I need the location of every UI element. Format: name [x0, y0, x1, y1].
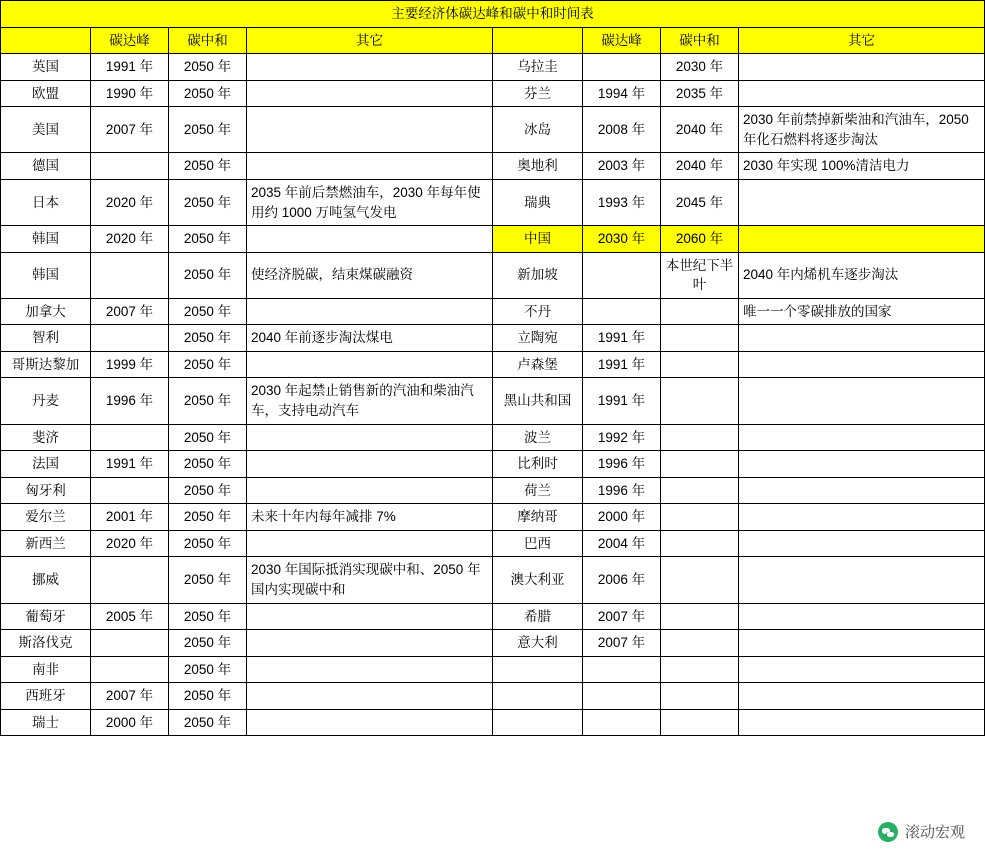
cell-right-country: 奥地利: [493, 153, 583, 180]
cell-right-other: [739, 656, 985, 683]
cell-right-country: 中国: [493, 226, 583, 253]
table-row: [1, 351, 985, 378]
cell-left-other: 2030 年起禁止销售新的汽油和柴油汽车，支持电动汽车: [247, 378, 493, 424]
wechat-icon: [878, 822, 898, 842]
cell-right-peak: 2003 年: [583, 153, 661, 180]
header-neutral-left: 碳中和: [169, 27, 247, 54]
header-country-left: [1, 27, 91, 54]
cell-left-other: 使经济脱碳，结束煤碳融资: [247, 252, 493, 298]
cell-left-neutral: 2050 年: [169, 378, 247, 424]
table-row: [1, 683, 985, 710]
cell-left-other: [247, 477, 493, 504]
cell-left-other: [247, 107, 493, 153]
cell-left-peak: 2007 年: [91, 298, 169, 325]
cell-left-other: [247, 80, 493, 107]
cell-left-other: [247, 630, 493, 657]
cell-right-country: 冰岛: [493, 107, 583, 153]
cell-left-other: 2035 年前后禁燃油车，2030 年每年使用约 1000 万吨氢气发电: [247, 179, 493, 225]
cell-right-peak: 2007 年: [583, 603, 661, 630]
cell-left-other: [247, 54, 493, 81]
cell-left-neutral: 2050 年: [169, 325, 247, 352]
watermark: [872, 818, 971, 845]
cell-right-other: [739, 54, 985, 81]
cell-right-neutral: [661, 530, 739, 557]
cell-left-country: 葡萄牙: [1, 603, 91, 630]
cell-left-peak: [91, 656, 169, 683]
cell-left-country: 加拿大: [1, 298, 91, 325]
cell-left-country: 南非: [1, 656, 91, 683]
cell-right-country: 波兰: [493, 424, 583, 451]
cell-left-country: 韩国: [1, 226, 91, 253]
cell-right-other: [739, 351, 985, 378]
cell-right-peak: 1994 年: [583, 80, 661, 107]
cell-right-neutral: [661, 504, 739, 531]
cell-right-peak: 2007 年: [583, 630, 661, 657]
cell-left-other: [247, 153, 493, 180]
cell-right-other: 唯一一个零碳排放的国家: [739, 298, 985, 325]
cell-right-other: [739, 477, 985, 504]
cell-right-other: [739, 424, 985, 451]
table-row: [1, 424, 985, 451]
cell-left-country: 斯洛伐克: [1, 630, 91, 657]
cell-right-country: 巴西: [493, 530, 583, 557]
cell-right-peak: 1992 年: [583, 424, 661, 451]
cell-right-neutral: 2030 年: [661, 54, 739, 81]
cell-left-peak: [91, 424, 169, 451]
cell-left-country: 瑞士: [1, 709, 91, 736]
cell-right-other: 2030 年前禁掉新柴油和汽油车，2050 年化石燃料将逐步淘汰: [739, 107, 985, 153]
cell-right-peak: 2030 年: [583, 226, 661, 253]
cell-right-neutral: 本世纪下半叶: [661, 252, 739, 298]
cell-left-peak: [91, 153, 169, 180]
cell-right-peak: 2000 年: [583, 504, 661, 531]
table-row: [1, 107, 985, 153]
table-row: [1, 709, 985, 736]
cell-right-country: 摩纳哥: [493, 504, 583, 531]
cell-right-neutral: [661, 477, 739, 504]
cell-left-peak: [91, 630, 169, 657]
cell-left-country: 匈牙利: [1, 477, 91, 504]
header-other-left: 其它: [247, 27, 493, 54]
cell-right-neutral: [661, 630, 739, 657]
table-row: [1, 451, 985, 478]
cell-right-other: [739, 630, 985, 657]
cell-right-neutral: 2060 年: [661, 226, 739, 253]
cell-left-peak: 2000 年: [91, 709, 169, 736]
cell-left-country: 哥斯达黎加: [1, 351, 91, 378]
cell-left-neutral: 2050 年: [169, 107, 247, 153]
cell-left-neutral: 2050 年: [169, 603, 247, 630]
table-row: [1, 179, 985, 225]
cell-right-other: [739, 179, 985, 225]
cell-left-neutral: 2050 年: [169, 298, 247, 325]
cell-right-neutral: [661, 378, 739, 424]
cell-right-peak: 2008 年: [583, 107, 661, 153]
cell-right-peak: [583, 252, 661, 298]
cell-right-other: [739, 325, 985, 352]
cell-right-country: 澳大利亚: [493, 557, 583, 603]
cell-left-other: 2040 年前逐步淘汰煤电: [247, 325, 493, 352]
cell-right-neutral: [661, 325, 739, 352]
cell-right-other: [739, 530, 985, 557]
cell-left-peak: [91, 477, 169, 504]
cell-right-other: [739, 226, 985, 253]
cell-left-other: [247, 656, 493, 683]
cell-right-country: 不丹: [493, 298, 583, 325]
cell-left-neutral: 2050 年: [169, 477, 247, 504]
cell-right-neutral: 2040 年: [661, 107, 739, 153]
cell-right-other: [739, 603, 985, 630]
table-row: [1, 477, 985, 504]
table-row: [1, 530, 985, 557]
page-title: 主要经济体碳达峰和碳中和时间表: [1, 1, 985, 28]
cell-right-peak: 1993 年: [583, 179, 661, 225]
cell-right-peak: 1991 年: [583, 351, 661, 378]
header-country-right: [493, 27, 583, 54]
cell-left-peak: 2007 年: [91, 683, 169, 710]
cell-left-neutral: 2050 年: [169, 226, 247, 253]
cell-left-other: [247, 451, 493, 478]
cell-left-neutral: 2050 年: [169, 424, 247, 451]
cell-left-country: 西班牙: [1, 683, 91, 710]
cell-right-country: 卢森堡: [493, 351, 583, 378]
cell-left-country: 法国: [1, 451, 91, 478]
cell-left-other: [247, 709, 493, 736]
cell-left-other: [247, 603, 493, 630]
table-header-row: [1, 27, 985, 54]
cell-right-country: [493, 683, 583, 710]
cell-right-country: 瑞典: [493, 179, 583, 225]
cell-right-peak: [583, 709, 661, 736]
cell-left-peak: [91, 325, 169, 352]
cell-left-country: 英国: [1, 54, 91, 81]
cell-left-neutral: 2050 年: [169, 80, 247, 107]
cell-right-peak: 1991 年: [583, 325, 661, 352]
cell-right-neutral: [661, 424, 739, 451]
cell-right-country: 新加坡: [493, 252, 583, 298]
cell-right-other: 2030 年实现 100%清洁电力: [739, 153, 985, 180]
cell-left-neutral: 2050 年: [169, 54, 247, 81]
cell-left-country: 斐济: [1, 424, 91, 451]
cell-right-peak: 1991 年: [583, 378, 661, 424]
cell-right-peak: [583, 298, 661, 325]
cell-left-country: 德国: [1, 153, 91, 180]
cell-right-country: 黑山共和国: [493, 378, 583, 424]
table-title-row: [1, 1, 985, 28]
cell-right-peak: 2004 年: [583, 530, 661, 557]
cell-right-country: [493, 709, 583, 736]
cell-left-neutral: 2050 年: [169, 709, 247, 736]
cell-left-peak: 2020 年: [91, 179, 169, 225]
cell-left-other: [247, 298, 493, 325]
cell-right-other: [739, 557, 985, 603]
cell-right-peak: [583, 683, 661, 710]
cell-right-other: [739, 504, 985, 531]
cell-left-neutral: 2050 年: [169, 530, 247, 557]
cell-right-other: [739, 451, 985, 478]
cell-left-peak: 1996 年: [91, 378, 169, 424]
cell-right-peak: 2006 年: [583, 557, 661, 603]
cell-left-country: 欧盟: [1, 80, 91, 107]
table-row: [1, 226, 985, 253]
cell-left-neutral: 2050 年: [169, 153, 247, 180]
cell-right-neutral: [661, 709, 739, 736]
cell-left-other: [247, 683, 493, 710]
table-row: [1, 252, 985, 298]
cell-left-country: 挪威: [1, 557, 91, 603]
cell-left-neutral: 2050 年: [169, 557, 247, 603]
cell-right-country: 芬兰: [493, 80, 583, 107]
header-other-right: 其它: [739, 27, 985, 54]
cell-left-peak: 2007 年: [91, 107, 169, 153]
table-row: [1, 54, 985, 81]
cell-right-country: 希腊: [493, 603, 583, 630]
watermark-label: 滚动宏观: [904, 824, 965, 841]
cell-left-neutral: 2050 年: [169, 451, 247, 478]
header-peak-right: 碳达峰: [583, 27, 661, 54]
cell-left-country: 韩国: [1, 252, 91, 298]
cell-left-neutral: 2050 年: [169, 630, 247, 657]
cell-left-neutral: 2050 年: [169, 656, 247, 683]
cell-left-peak: [91, 252, 169, 298]
cell-left-peak: 1991 年: [91, 451, 169, 478]
cell-left-other: [247, 351, 493, 378]
table-row: [1, 630, 985, 657]
cell-left-country: 美国: [1, 107, 91, 153]
cell-right-peak: [583, 54, 661, 81]
table-row: [1, 325, 985, 352]
cell-right-other: [739, 709, 985, 736]
cell-right-neutral: 2040 年: [661, 153, 739, 180]
cell-right-neutral: [661, 298, 739, 325]
cell-right-neutral: 2045 年: [661, 179, 739, 225]
cell-left-neutral: 2050 年: [169, 179, 247, 225]
cell-right-other: [739, 683, 985, 710]
table-row: [1, 504, 985, 531]
table-row: [1, 378, 985, 424]
cell-left-peak: 2020 年: [91, 530, 169, 557]
cell-left-peak: 2020 年: [91, 226, 169, 253]
cell-right-other: [739, 378, 985, 424]
cell-right-neutral: [661, 683, 739, 710]
cell-left-peak: 1990 年: [91, 80, 169, 107]
table-row: [1, 298, 985, 325]
cell-left-country: 智利: [1, 325, 91, 352]
cell-left-neutral: 2050 年: [169, 683, 247, 710]
cell-right-peak: 1996 年: [583, 451, 661, 478]
cell-right-country: [493, 656, 583, 683]
cell-right-neutral: [661, 451, 739, 478]
cell-right-neutral: [661, 557, 739, 603]
table-row: [1, 557, 985, 603]
cell-left-peak: 1999 年: [91, 351, 169, 378]
table-row: [1, 603, 985, 630]
cell-left-peak: 2005 年: [91, 603, 169, 630]
header-neutral-right: 碳中和: [661, 27, 739, 54]
cell-left-other: [247, 226, 493, 253]
table-row: [1, 656, 985, 683]
cell-left-neutral: 2050 年: [169, 351, 247, 378]
cell-right-peak: 1996 年: [583, 477, 661, 504]
table-row: [1, 80, 985, 107]
cell-left-neutral: 2050 年: [169, 504, 247, 531]
cell-right-other: 2040 年内烯机车逐步淘汰: [739, 252, 985, 298]
cell-right-country: 意大利: [493, 630, 583, 657]
cell-left-country: 日本: [1, 179, 91, 225]
cell-right-neutral: [661, 603, 739, 630]
cell-right-country: 立陶宛: [493, 325, 583, 352]
cell-left-neutral: 2050 年: [169, 252, 247, 298]
cell-left-other: 2030 年国际抵消实现碳中和、2050 年国内实现碳中和: [247, 557, 493, 603]
cell-right-other: [739, 80, 985, 107]
cell-left-peak: 1991 年: [91, 54, 169, 81]
cell-left-other: 未来十年内每年减排 7%: [247, 504, 493, 531]
cell-left-other: [247, 424, 493, 451]
cell-left-other: [247, 530, 493, 557]
cell-left-peak: [91, 557, 169, 603]
cell-left-country: 丹麦: [1, 378, 91, 424]
cell-left-peak: 2001 年: [91, 504, 169, 531]
cell-right-peak: [583, 656, 661, 683]
cell-right-country: 乌拉圭: [493, 54, 583, 81]
cell-left-country: 爱尔兰: [1, 504, 91, 531]
cell-right-neutral: [661, 656, 739, 683]
table-row: [1, 153, 985, 180]
cell-right-country: 比利时: [493, 451, 583, 478]
header-peak-left: 碳达峰: [91, 27, 169, 54]
cell-left-country: 新西兰: [1, 530, 91, 557]
cell-right-country: 荷兰: [493, 477, 583, 504]
cell-right-neutral: 2035 年: [661, 80, 739, 107]
cell-right-neutral: [661, 351, 739, 378]
